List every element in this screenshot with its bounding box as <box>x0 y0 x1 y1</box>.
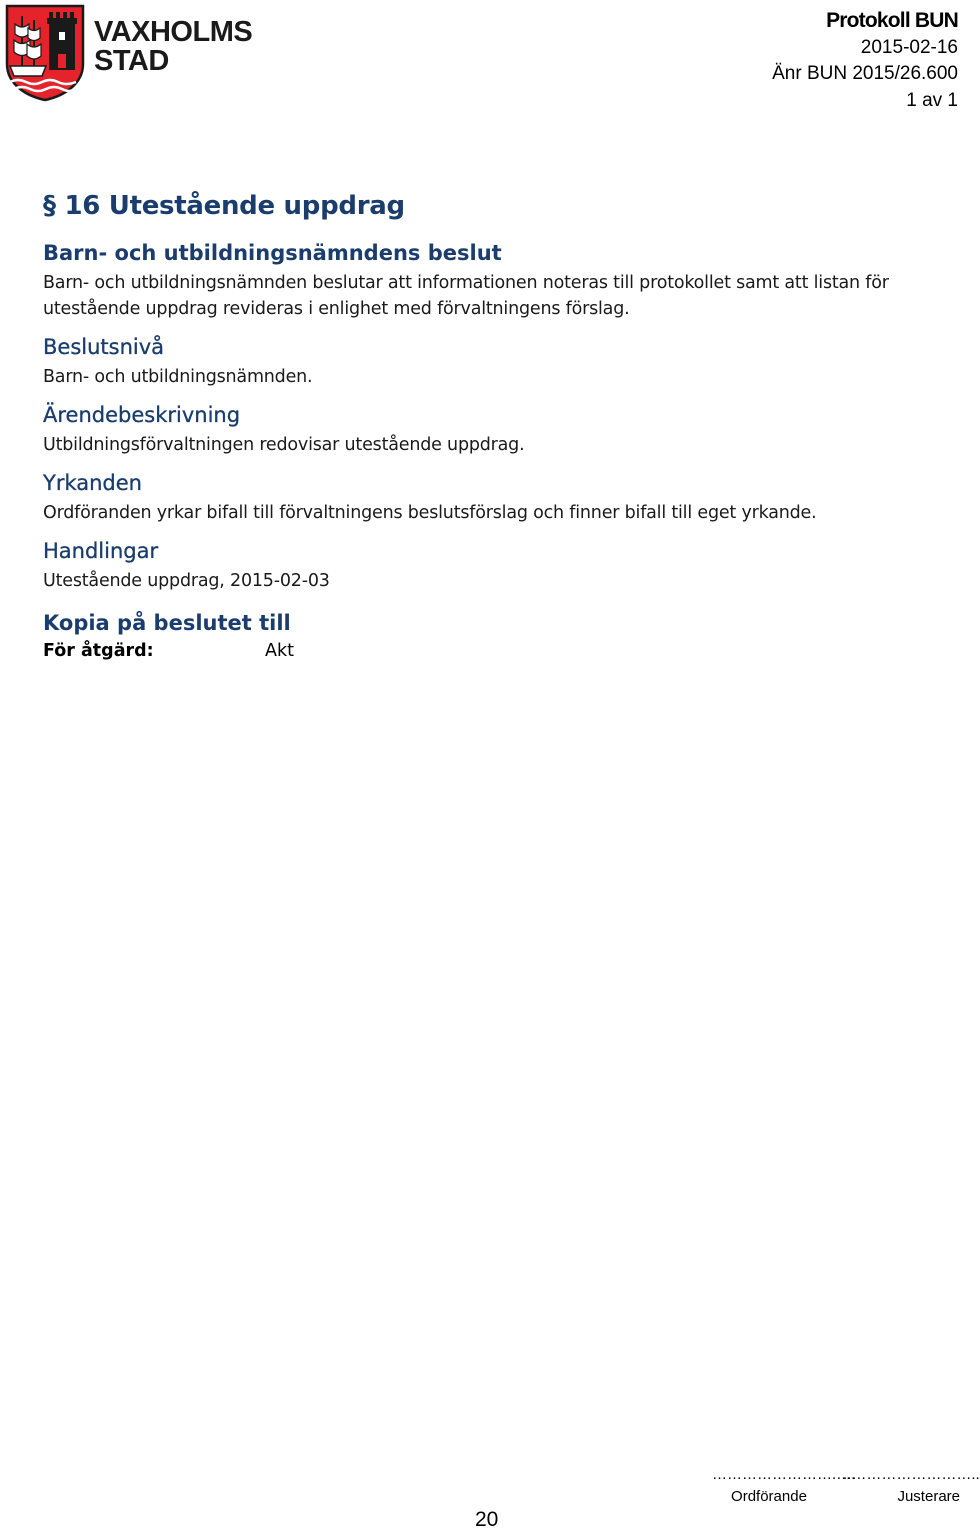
decision-heading: Barn- och utbildningsnämndens beslut <box>43 241 502 265</box>
vaxholm-logo <box>4 4 254 104</box>
logo-wordmark <box>94 18 252 76</box>
motions-heading: Yrkanden <box>43 471 142 495</box>
copy-heading: Kopia på beslutet till <box>43 611 291 635</box>
document-date: 2015-02-16 <box>860 36 958 58</box>
adjuster-signature <box>843 1464 980 1508</box>
protocol-body <box>43 186 943 664</box>
documents-heading: Handlingar <box>43 539 159 563</box>
action-value: Akt <box>265 641 294 661</box>
document-reference: Änr BUN 2015/26.600 <box>772 63 958 84</box>
action-row <box>43 638 943 664</box>
description-text: Utbildningsförvaltningen redovisar utestående uppdrag. <box>43 435 525 455</box>
level-text: Barn- och utbildningsnämnden. <box>43 367 313 387</box>
document-title: Protokoll BUN <box>826 9 958 32</box>
document-header <box>772 8 958 114</box>
motions-text: Ordföranden yrkar bifall till förvaltningens beslutsförslag och finner bifall till eget yrkande. <box>43 503 817 523</box>
level-heading: Beslutsnivå <box>43 335 165 359</box>
action-label: För åtgärd: <box>43 641 154 661</box>
decision-text: Barn- och utbildningsnämnden beslutar att informationen noteras till protokollet samt att listan för utestående uppdrag revideras i enlighet med förvaltningens förslag. <box>43 273 889 319</box>
chair-label: Ordförande <box>731 1488 807 1505</box>
coat-of-arms-icon <box>4 4 86 102</box>
adjuster-signature-line: ..…………………….. <box>843 1466 980 1483</box>
logo-line-2: STAD <box>94 45 169 77</box>
adjuster-label: Justerare <box>897 1488 960 1505</box>
chair-signature <box>712 1464 856 1508</box>
documents-text: Utestående uppdrag, 2015-02-03 <box>43 571 330 591</box>
chair-signature-line: …………………….…. <box>712 1466 856 1483</box>
page-number: 20 <box>475 1508 499 1531</box>
section-title: § 16 Utestående uppdrag <box>43 191 405 221</box>
description-heading: Ärendebeskrivning <box>43 403 241 427</box>
page-of: 1 av 1 <box>906 89 958 111</box>
logo-line-1: VAXHOLMS <box>94 16 253 48</box>
